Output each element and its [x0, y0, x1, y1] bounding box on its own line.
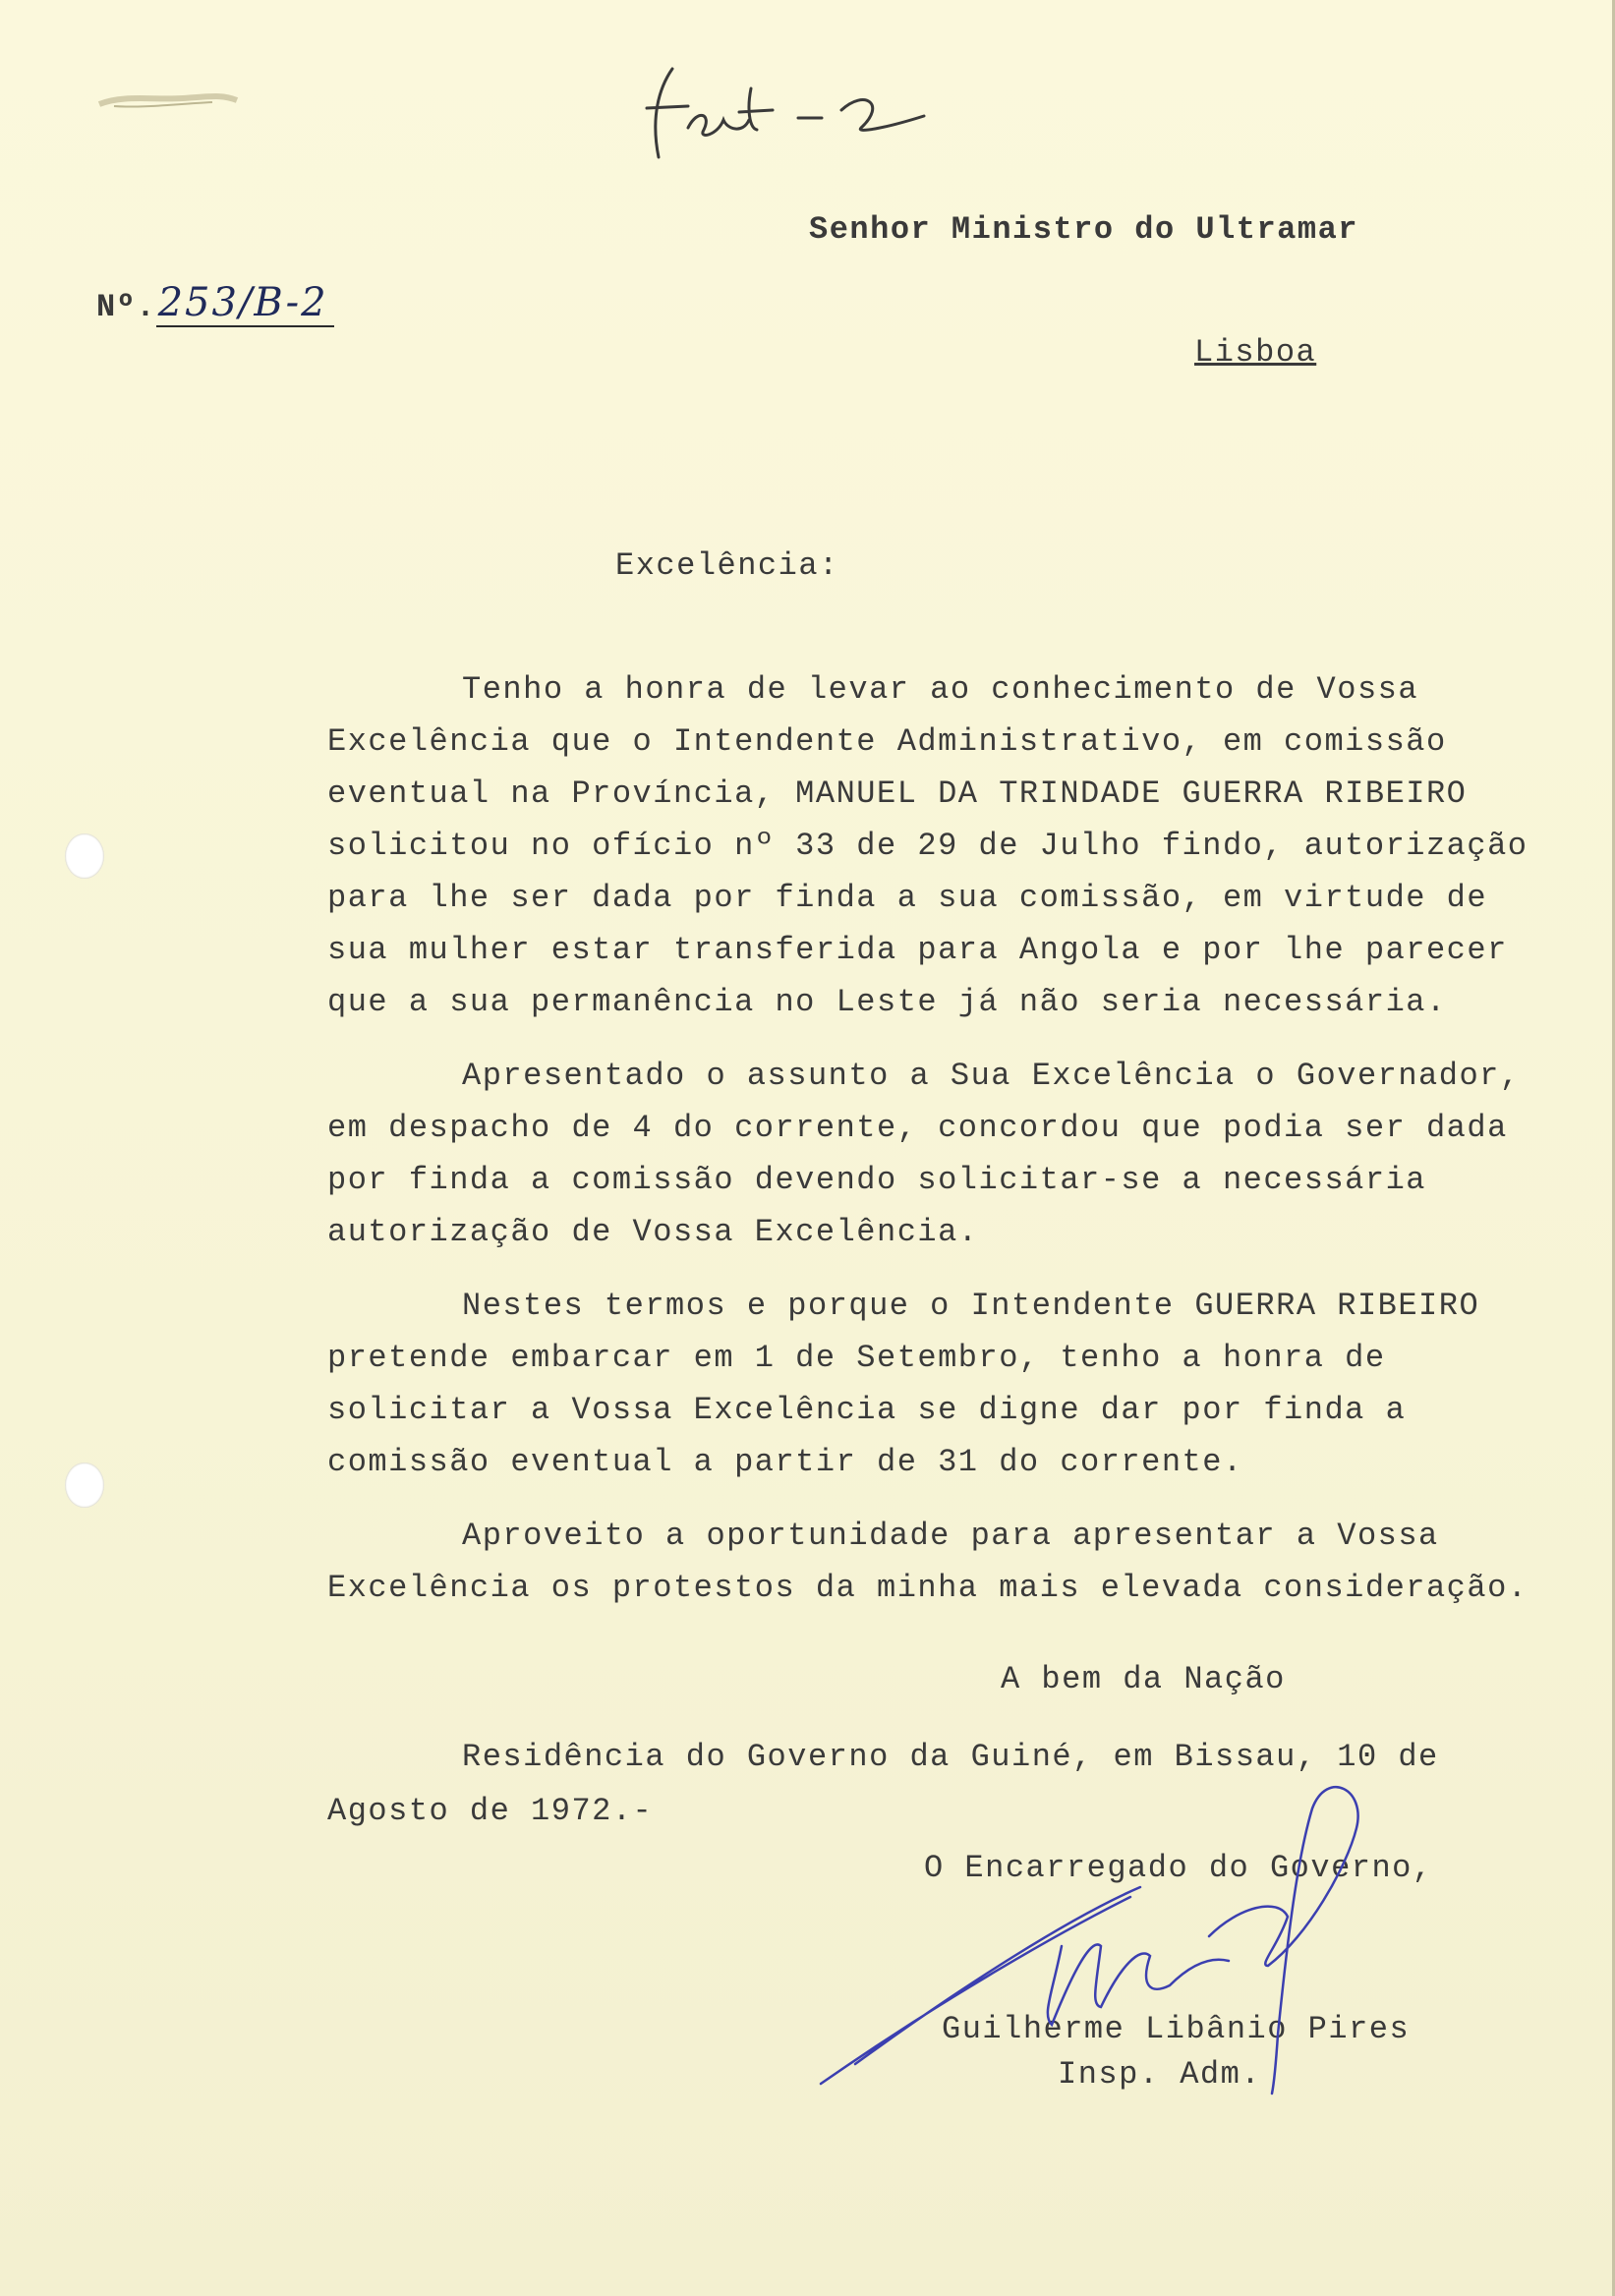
handwritten-reference-number: 253/B-2	[156, 280, 334, 327]
paragraph: Apresentado o assunto a Sua Excelência o Governador, em despacho de 4 do corrente, concordou que podia ser dada por finda a comissão devendo solicitar-se a necessária autorização de Vossa Excelência.	[327, 1058, 1521, 1250]
handwritten-top-note	[629, 49, 953, 167]
letter-body	[327, 663, 1536, 1636]
paragraph: Tenho a honra de levar ao conhecimento de Vossa Excelência que o Intendente Administrativo, em comissão eventual na Província, MANUEL DA TRINDADE GUERRA RIBEIRO solicitou no ofício nº 33 de 29 de Julho findo, autorização para lhe ser dada por finda a sua comissão, em virtude de sua mulher estar transferida para Angola e por lhe parecer que a sua permanência no Leste já não seria necessária.	[327, 671, 1528, 1020]
salutation: Excelência:	[615, 547, 839, 584]
handwritten-signature	[816, 1750, 1504, 2123]
addressee-city: Lisboa	[1194, 334, 1317, 371]
paragraph: Nestes termos e porque o Intendente GUERRA RIBEIRO pretende embarcar em 1 de Setembro, tenho a honra de solicitar a Vossa Excelência se digne dar por finda a comissão eventual a partir de 31 do corrente.	[327, 1288, 1480, 1480]
place-date-text: Residência do Governo da Guiné, em Bissau, 10 de Agosto de 1972.-	[327, 1739, 1439, 1829]
punch-hole-top	[65, 833, 104, 879]
signatory-role: O Encarregado do Governo,	[924, 1850, 1433, 1886]
paragraph: Aproveito a oportunidade para apresentar a Vossa Excelência os protestos da minha mais elevada consideração.	[327, 1518, 1528, 1606]
reference-number	[96, 280, 334, 325]
paper-stain	[94, 86, 242, 116]
signatory-title: Insp. Adm.	[1058, 2056, 1262, 2093]
signatory-name: Guilherme Libânio Pires	[942, 2011, 1411, 2047]
closing-formula: A bem da Nação	[1001, 1661, 1286, 1697]
punch-hole-bottom	[65, 1463, 104, 1508]
reference-prefix: Nº.	[96, 289, 156, 325]
addressee: Senhor Ministro do Ultramar	[809, 211, 1358, 248]
